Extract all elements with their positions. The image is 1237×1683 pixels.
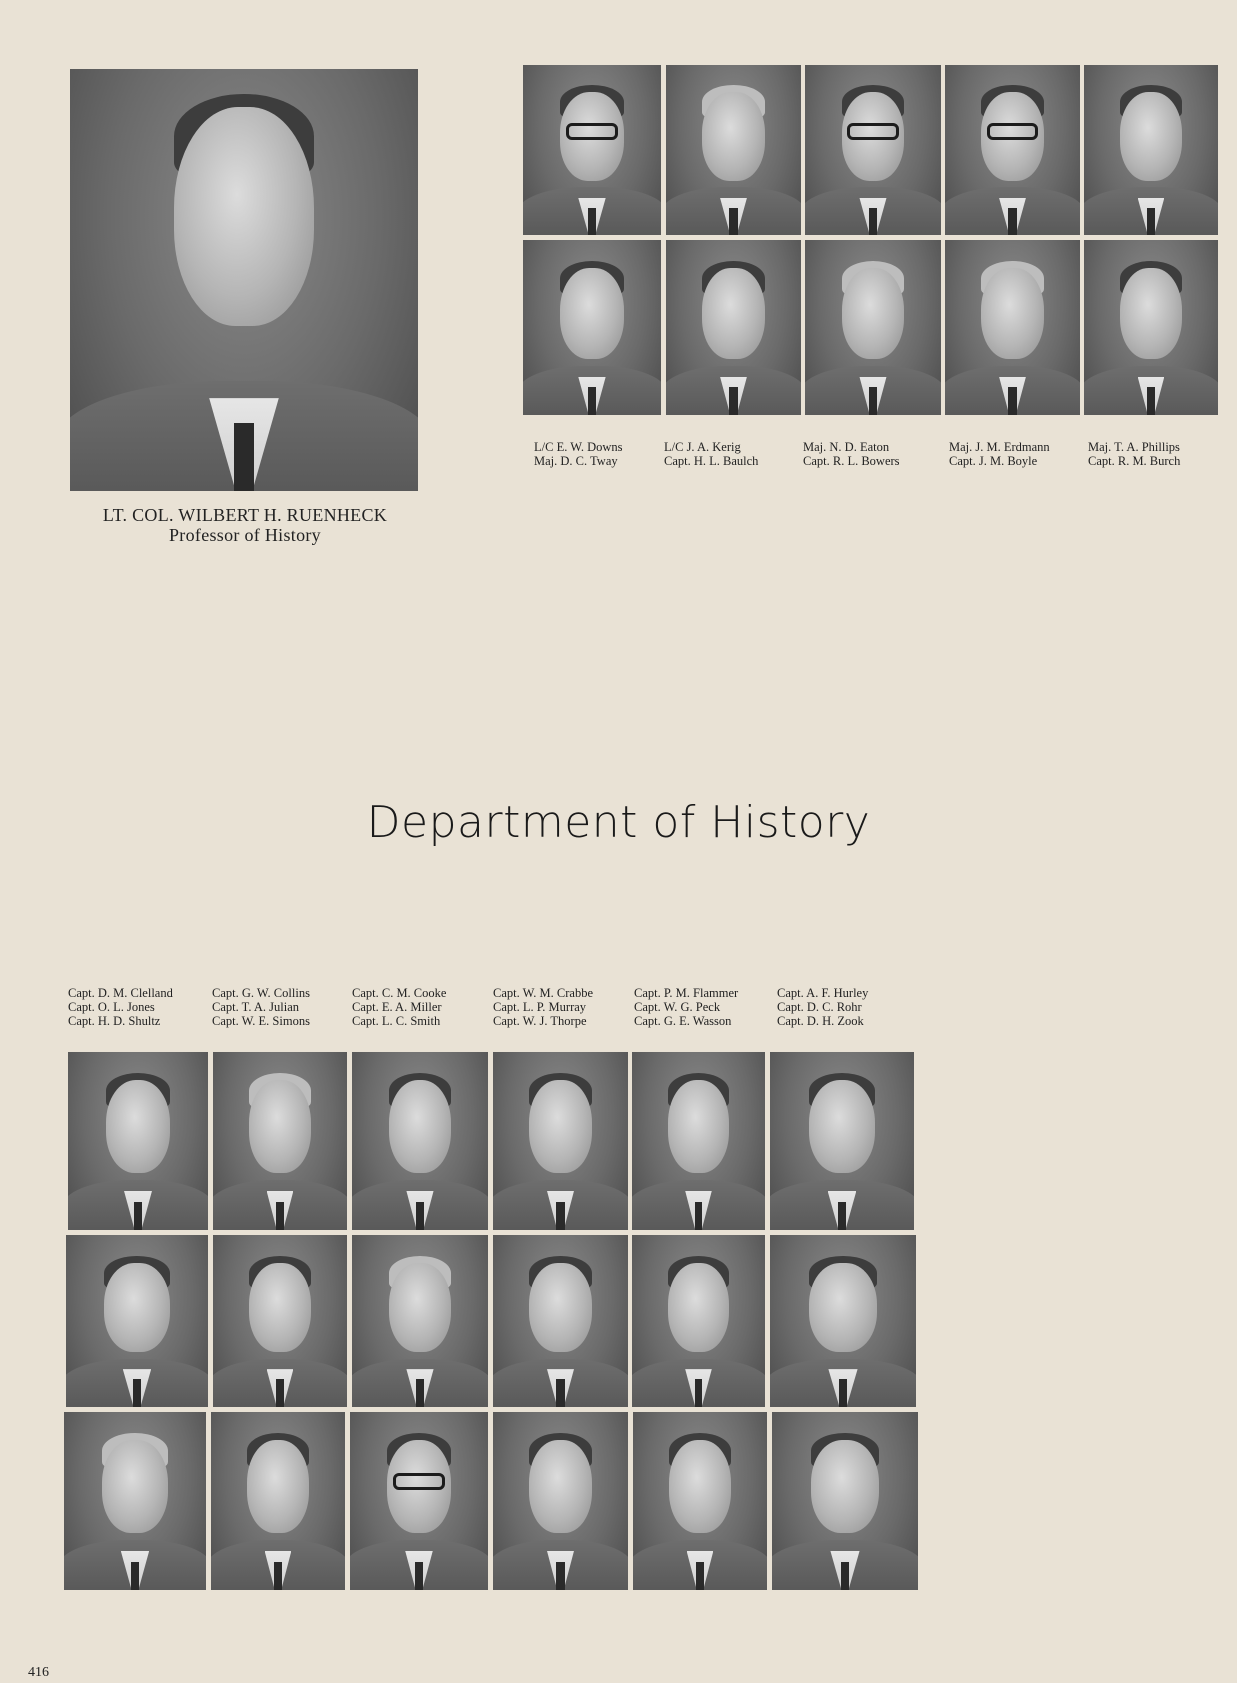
portrait-photo (805, 240, 941, 415)
portrait-photo (666, 240, 801, 415)
caption-name: Capt. H. L. Baulch (664, 454, 759, 468)
portrait-photo (64, 1412, 206, 1590)
bottom-caption (352, 986, 446, 1028)
bottom-caption (212, 986, 310, 1028)
portrait-photo (1084, 65, 1218, 235)
portrait-photo (213, 1235, 347, 1407)
caption-name: Capt. E. A. Miller (352, 1000, 442, 1014)
portrait-photo (493, 1052, 628, 1230)
caption-name: Capt. H. D. Shultz (68, 1014, 161, 1028)
caption-name: Capt. O. L. Jones (68, 1000, 155, 1014)
caption-name: Maj. N. D. Eaton (803, 440, 890, 454)
caption-name: Capt. L. P. Murray (493, 1000, 587, 1014)
portrait-photo (493, 1235, 628, 1407)
top-caption (664, 440, 758, 468)
bottom-caption (777, 986, 868, 1028)
professor-portrait (70, 69, 418, 491)
top-caption (949, 440, 1050, 468)
caption-name: Maj. J. M. Erdmann (949, 440, 1050, 454)
portrait-photo (213, 1052, 347, 1230)
caption-name: Capt. R. M. Burch (1088, 454, 1181, 468)
caption-name: Capt. C. M. Cooke (352, 986, 447, 1000)
portrait-photo (1084, 240, 1218, 415)
caption-name: Capt. A. F. Hurley (777, 986, 869, 1000)
caption-name: Capt. W. G. Peck (634, 1000, 721, 1014)
caption-name: Capt. W. E. Simons (212, 1014, 310, 1028)
professor-title: Professor of History (169, 525, 321, 545)
portrait-photo (68, 1052, 208, 1230)
caption-name: Capt. D. H. Zook (777, 1014, 864, 1028)
caption-name: L/C J. A. Kerig (664, 440, 741, 454)
professor-name: LT. COL. WILBERT H. RUENHECK (102, 505, 388, 525)
top-caption (803, 440, 900, 468)
portrait-photo (350, 1412, 488, 1590)
portrait-photo (945, 240, 1080, 415)
portrait-photo (770, 1052, 914, 1230)
portrait-photo (770, 1235, 916, 1407)
portrait-photo (352, 1235, 488, 1407)
professor-caption (60, 505, 430, 545)
caption-name: Capt. D. M. Clelland (68, 986, 173, 1000)
portrait-photo (666, 65, 801, 235)
caption-name: Capt. G. E. Wasson (634, 1014, 732, 1028)
caption-name: Capt. T. A. Julian (212, 1000, 300, 1014)
caption-name: Capt. W. J. Thorpe (493, 1014, 587, 1028)
caption-name: Capt. J. M. Boyle (949, 454, 1038, 468)
portrait-photo (632, 1235, 765, 1407)
portrait-photo (352, 1052, 488, 1230)
caption-name: Capt. W. M. Crabbe (493, 986, 593, 1000)
portrait-photo (632, 1052, 765, 1230)
bottom-caption (634, 986, 738, 1028)
portrait-photo (633, 1412, 767, 1590)
portrait-photo (523, 240, 661, 415)
portrait-photo (493, 1412, 628, 1590)
portrait-photo (945, 65, 1080, 235)
caption-name: Maj. D. C. Tway (534, 454, 618, 468)
bottom-caption (493, 986, 593, 1028)
caption-name: Maj. T. A. Phillips (1088, 440, 1180, 454)
portrait-photo (66, 1235, 208, 1407)
portrait-photo (211, 1412, 345, 1590)
caption-name: Capt. D. C. Rohr (777, 1000, 862, 1014)
portrait-photo (772, 1412, 918, 1590)
portrait-photo (805, 65, 941, 235)
page-number: 416 (28, 1665, 49, 1680)
caption-name: Capt. L. C. Smith (352, 1014, 441, 1028)
bottom-caption (68, 986, 173, 1028)
caption-name: L/C E. W. Downs (534, 440, 623, 454)
portrait-photo (523, 65, 661, 235)
top-caption (534, 440, 623, 468)
caption-name: Capt. R. L. Bowers (803, 454, 900, 468)
top-caption (1088, 440, 1180, 468)
caption-name: Capt. G. W. Collins (212, 986, 310, 1000)
caption-name: Capt. P. M. Flammer (634, 986, 739, 1000)
department-title: Department of History (366, 797, 871, 848)
